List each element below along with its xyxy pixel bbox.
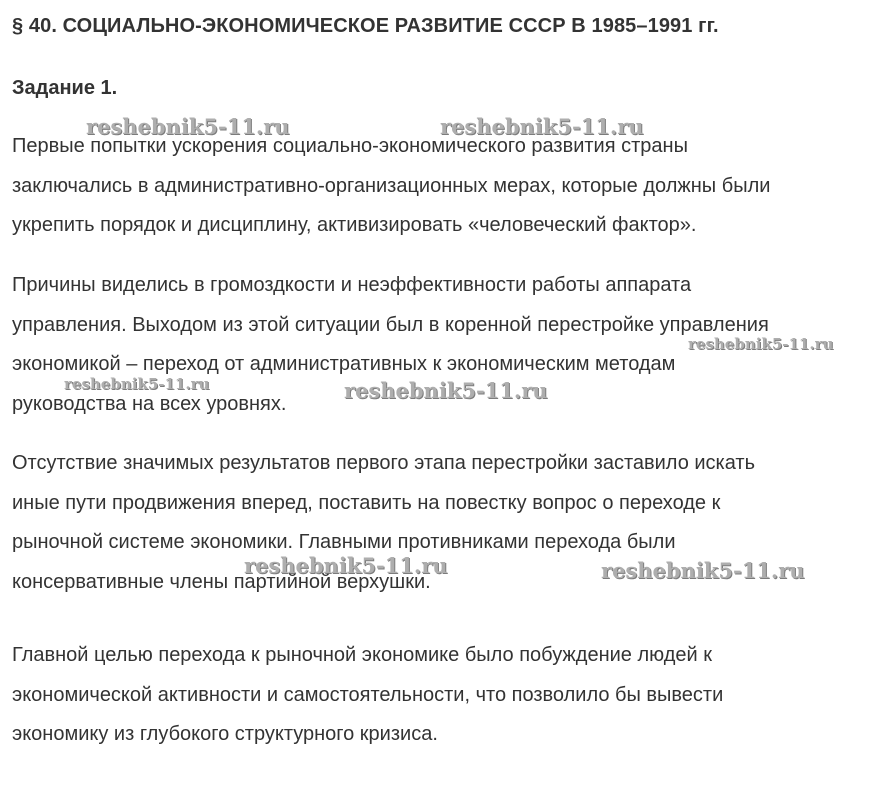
paragraph-line: управления. Выходом из этой ситуации был в коренной перестройке управления — [12, 313, 769, 336]
paragraph-line: укрепить порядок и дисциплину, активизировать «человеческий фактор». — [12, 214, 697, 236]
watermark: reshebnik5-11.ru — [86, 114, 290, 139]
paragraph-line: рыночной системе экономики. Главными противниками перехода были — [12, 531, 676, 553]
paragraph-line: руководства на всех уровнях. — [12, 392, 287, 415]
paragraph-line: экономику из глубокого структурного кризиса. — [12, 723, 438, 745]
paragraph-line: Причины виделись в громоздкости и неэффективности работы аппарата — [12, 274, 692, 296]
paragraph-line: заключались в административно-организационных мерах, которые должны были — [12, 174, 771, 197]
watermark: reshebnik5-11.ru — [688, 335, 834, 353]
paragraph-1 — [12, 127, 892, 246]
section-heading: § 40. СОЦИАЛЬНО-ЭКОНОМИЧЕСКОЕ РАЗВИТИЕ СССР В 1985–1991 гг. — [12, 15, 719, 37]
paragraph-4 — [12, 636, 892, 755]
watermark: reshebnik5-11.ru — [244, 553, 448, 578]
paragraph-line: Первые попытки ускорения социально-экономического развития страны — [12, 135, 688, 157]
watermark: reshebnik5-11.ru — [344, 378, 548, 403]
paragraph-line: экономикой – переход от административных к экономическим методам — [12, 353, 676, 375]
paragraph-line: Главной целью перехода к рыночной экономике было побуждение людей к — [12, 644, 712, 666]
paragraph-line: экономической активности и самостоятельности, что позволило бы вывести — [12, 683, 724, 706]
paragraph-line: консервативные члены партийной верхушки. — [12, 570, 431, 593]
paragraph-line: Отсутствие значимых результатов первого этапа перестройки заставило искать — [12, 452, 756, 474]
watermark: reshebnik5-11.ru — [601, 558, 805, 583]
paragraph-line: иные пути продвижения вперед, поставить на повестку вопрос о переходе к — [12, 491, 721, 514]
task-label: Задание 1. — [12, 77, 118, 99]
watermark: reshebnik5-11.ru — [440, 114, 644, 139]
watermark: reshebnik5-11.ru — [64, 375, 210, 393]
